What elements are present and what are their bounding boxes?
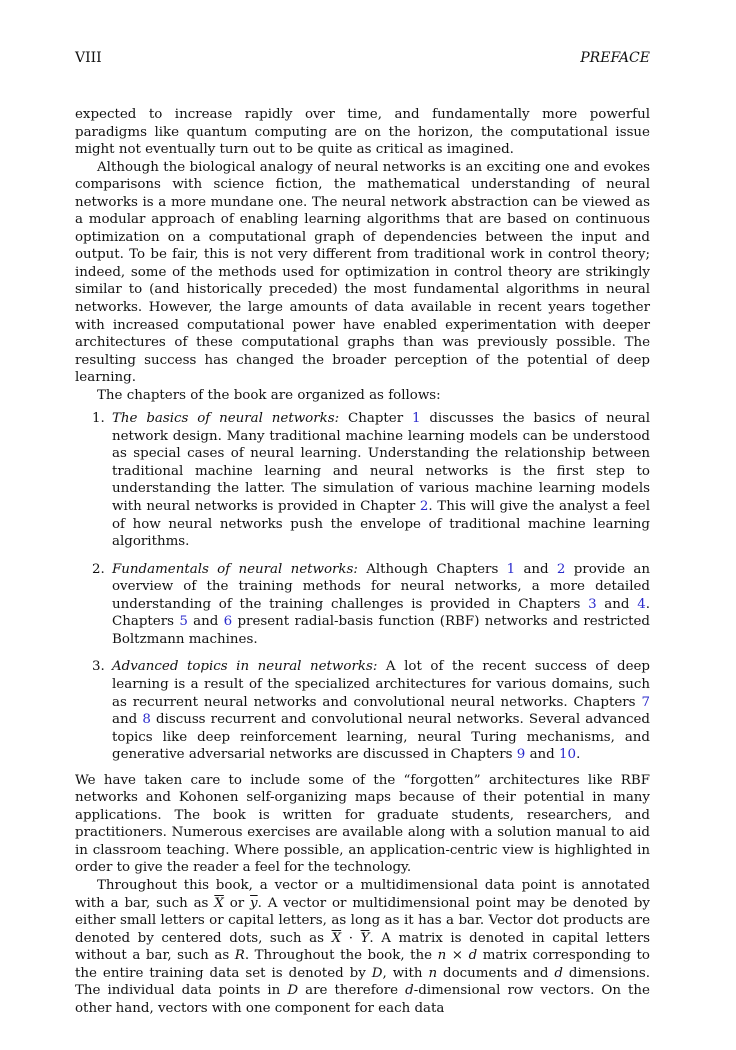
list-number: 1. (92, 411, 105, 427)
list-item (75, 561, 650, 649)
list-text: discuss recurrent and convolutional neural networks. Several advanced topics like deep reinforcement learning, neural Turing mechanisms, and generative adversarial networks are discussed in Chapters (112, 712, 651, 763)
list-text: . This will give the analyst a feel of how neural networks push the envelope of traditional machine learning algorithms. (112, 499, 651, 550)
chapter-link[interactable]: 1 (411, 411, 421, 427)
chapter-link[interactable]: 10 (559, 747, 577, 763)
list-item (75, 410, 650, 550)
text-span: . A matrix is denoted in capital letters without a bar, such as (75, 930, 650, 964)
math-dot: · (341, 930, 361, 946)
body-text (75, 106, 650, 1017)
chapter-link[interactable]: 4 (637, 596, 646, 612)
math-var: D (287, 983, 299, 999)
text-span: . Throughout the book, the (244, 948, 438, 964)
chapter-link[interactable]: 3 (588, 596, 597, 612)
math-vector-X: $\overline{X}$ (214, 895, 224, 911)
list-text: and (525, 747, 560, 763)
chapter-link[interactable]: 8 (142, 712, 151, 728)
text-span: matrix corresponding to the entire training data set is denoted by (75, 948, 650, 981)
math-var: d (554, 965, 563, 981)
list-text: and (112, 712, 143, 728)
text-span: documents and (437, 965, 555, 981)
math-vector-Y: $\overline{Y}$ (360, 930, 370, 946)
text-span: or (223, 895, 251, 911)
list-text: and (187, 614, 224, 630)
chapter-link[interactable]: 1 (506, 561, 516, 577)
paragraph-1: expected to increase rapidly over time, and fundamentally more powerful paradigms like quantum computing are on the horizon, the computational issue might not eventually turn out to be quite as critical as imagined. (75, 107, 650, 158)
list-text: Chapter (339, 411, 412, 427)
math-var: n (428, 965, 438, 981)
list-number: 2. (92, 561, 105, 577)
list-item (75, 658, 650, 763)
list-text: . (576, 747, 581, 763)
math-vector-y: $\overline{y}$ (250, 895, 258, 911)
text-span: Throughout this book, a vector or a multidimensional data point is annotated with a bar, such as (75, 877, 650, 911)
text-span: -dimensional row vectors. On the other hand, vectors with one component for each data (75, 983, 650, 1016)
page-number: VIII (75, 50, 102, 66)
text-span: dimensions. The individual data points in (75, 965, 650, 999)
list-text: and (596, 596, 638, 612)
list-text: and (515, 561, 557, 577)
math-var: D (371, 965, 383, 981)
list-item-title: Fundamentals of neural networks: (112, 561, 358, 577)
list-item-title: The basics of neural networks: (112, 411, 340, 427)
chapter-link[interactable]: 9 (516, 747, 526, 763)
running-header (75, 49, 650, 67)
list-text: provide an overview of the training methods for neural networks, a more detailed understanding of the training challenges is provided in Chapters (112, 561, 650, 612)
running-title: PREFACE (580, 50, 650, 66)
chapter-link[interactable]: 7 (641, 694, 650, 710)
list-text: discusses the basics of neural network design. Many traditional machine learning models can be understood as special cases of neural learning. Understanding the relationship between traditional machine learning and neural networks is the first step to understanding the latter. The simulation of various machine learning models with neural networks is provided in Chapter (112, 411, 650, 515)
chapter-link[interactable]: 2 (556, 561, 566, 577)
paragraph-4: We have taken care to include some of the “forgotten” architectures like RBF networks and Kohonen self-organizing maps because of their potential in many applications. The book is written for graduate students, researchers, and practitioners. Numerous exercises are available along with a solution manual to aid in classroom teaching. Where possible, an application-centric view is highlighted in order to give the reader a feel for the technology. (75, 772, 650, 876)
paragraph-2: Although the biological analogy of neural networks is an exciting one and evokes comparisons with science fiction, the mathematical understanding of neural networks is a more mundane one. The neural network abstraction can be viewed as a modular approach of enabling learning algorithms that are based on continuous optimization on a computational graph of dependencies between the input and output. To be fair, this is not very different from traditional work in control theory; indeed, some of the methods used for optimization in control theory are strikingly similar to (and historically preceded) the most fundamental algorithms in neural networks. However, the large amounts of data available in recent years together with increased computational power have enabled experimentation with deeper architectures of these computational graphs than was previously possible. The resulting success has changed the broader perception of the potential of deep learning. (75, 159, 650, 386)
text-span: are therefore (298, 983, 406, 999)
chapter-link[interactable]: 2 (419, 499, 429, 515)
math-var: d (405, 983, 414, 999)
math-var: R (234, 948, 245, 964)
paragraph-3: The chapters of the book are organized as follows: (97, 387, 441, 403)
chapter-link[interactable]: 5 (179, 614, 188, 630)
list-text: present radial-basis function (RBF) networks and restricted Boltzmann machines. (112, 614, 650, 647)
list-text: . Chapters (112, 596, 650, 630)
math-times: × (446, 948, 469, 964)
paragraph-5 (75, 877, 650, 1017)
list-text: Although Chapters (357, 561, 507, 577)
list-number: 3. (92, 659, 105, 675)
list-item-title: Advanced topics in neural networks: (112, 659, 378, 675)
math-var: d (468, 948, 478, 964)
text-span: , with (382, 965, 429, 981)
chapter-link[interactable]: 6 (223, 614, 233, 630)
math-var: n (437, 948, 447, 964)
math-vector-X: $\overline{X}$ (331, 930, 342, 946)
list-text: A lot of the recent success of deep learning is a result of the specialized architectures for various domains, such as recurrent neural networks and convolutional neural networks. Chapters (112, 659, 650, 710)
text-span: . A vector or multidimensional point may be denoted by either small letters or capital letters, as long as it has a bar. Vector dot products are denoted by centered dots, such as (75, 895, 650, 946)
chapter-list (75, 410, 650, 763)
